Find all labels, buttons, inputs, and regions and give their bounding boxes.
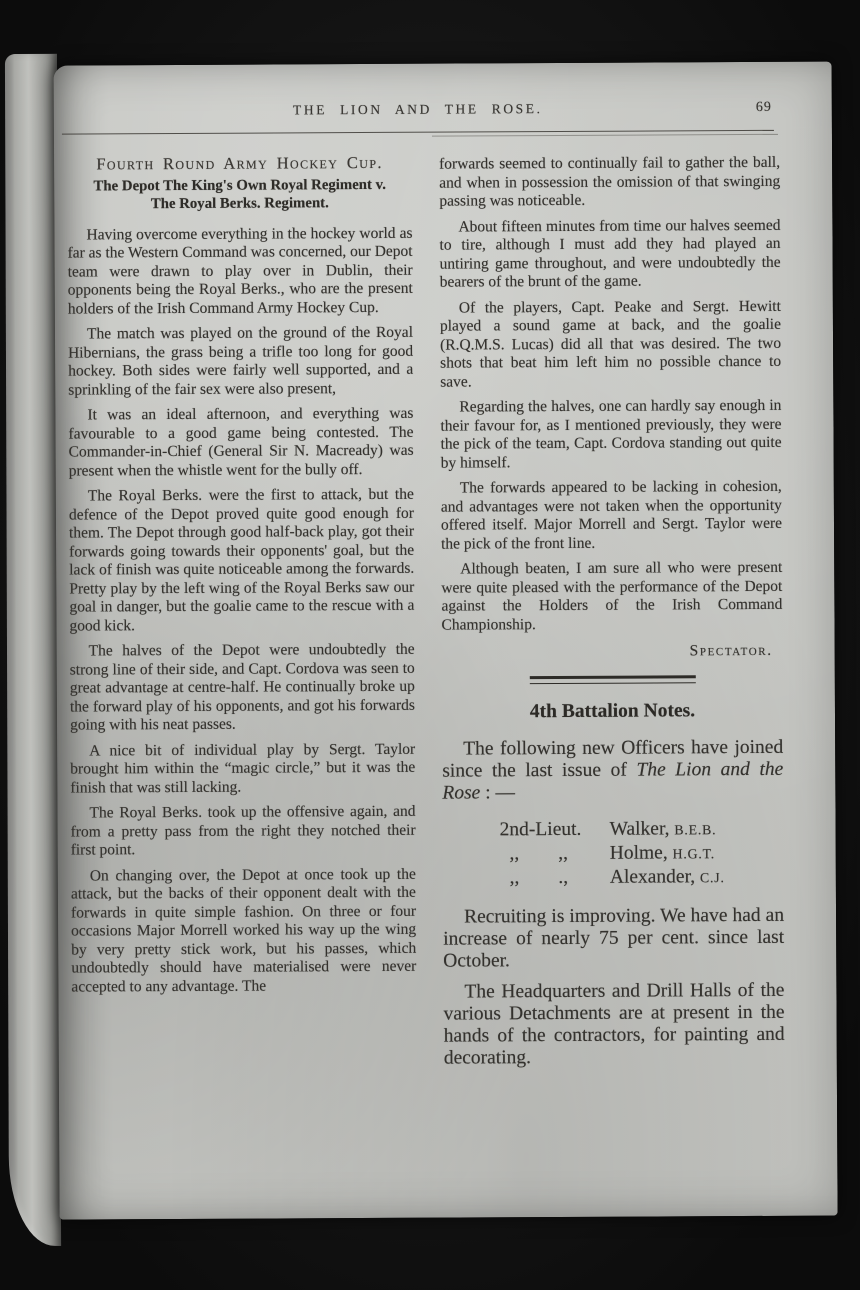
battalion-notes-section: [442, 699, 785, 1069]
paragraph: The Royal Berks. were the first to attack, but the defence of the Depot proved quite good enough for them. The Depot through good half-back play, got their forwards going towards their opponents' goal, but the lack of finish was quite noticeable among the forwards. Pretty play by the left wing of the Royal Berks saw our goal in danger, but the goalie came to the rescue with a good kick.: [68, 485, 415, 635]
paragraph: Although beaten, I am sure all who were present were quite pleased with the performance of the Depot against the Holders of the Irish Command Championship.: [441, 558, 783, 634]
paragraph: The Royal Berks. took up the offensive again, and from a pretty pass from the right they notched their first point.: [70, 802, 416, 859]
article-signature: Spectator.: [689, 641, 773, 660]
paragraph: The match was played on the ground of the Royal Hibernians, the grass being a trifle too long for good hockey. Both sides were fairly well supported, and a sprinkling of the fair sex were also present,: [68, 323, 414, 399]
officer-rank: ,, ,,: [499, 842, 569, 864]
intro-text: The following new Officers have joined since the last issue of: [442, 736, 784, 782]
article-subheading: [67, 175, 412, 213]
battalion-notes-intro: [442, 736, 783, 804]
article-subheading-line2: The Royal Berks. Regiment.: [150, 194, 329, 212]
paragraph: It was an ideal afternoon, and everything was favourable to a good game being contested. The Commander-in-Chief (General Sir N. Macready) was present when the whistle went for the bully off.: [68, 404, 414, 480]
paragraph: Regarding the halves, one can hardly say enough in their favour for, as I mentioned previously, they were the pick of the team, Capt. Cordova standing out quite by himself.: [440, 396, 782, 472]
officer-name: Holme,: [609, 841, 673, 864]
paragraph: Recruiting is improving. We have had an increase of nearly 75 per cent. since last October.: [443, 904, 785, 972]
running-head-title: THE LION AND THE ROSE.: [292, 101, 543, 118]
paragraph: On changing over, the Depot at once took up the attack, but the backs of their opponent dealt with the forwards in quite simple fashion. On three or four occasions Major Morrell worked his way up the wing by very pretty stick work, but his passes, which undoubtedly should have materialised were never accepted to any advantage. The: [70, 865, 417, 996]
right-column: [439, 154, 785, 1078]
officer-initials: B.E.B.: [674, 821, 717, 837]
officer-row: [500, 864, 784, 889]
officer-name: Walker,: [609, 817, 675, 840]
officer-row: [500, 840, 784, 865]
paragraph: A nice bit of individual play by Sergt. Taylor brought him within the “magic circle,” but it was the finish that was still lacking.: [70, 740, 416, 797]
officer-initials: C.J.: [699, 869, 725, 885]
section-divider-rule: [529, 675, 695, 684]
running-head: [62, 100, 774, 128]
scanned-page: [54, 62, 838, 1220]
book-page-edges: [5, 54, 61, 1246]
paragraph: About fifteen minutes from time our halves seemed to tire, although I must add they had played an untiring game throughout, and were undoubtedly the bearers of the brunt of the game.: [439, 216, 781, 291]
paragraph: The halves of the Depot were undoubtedly the strong line of their side, and Capt. Cordova was seen to great advantage at centre-half. He continually broke up the forward play of his opponents, and got his forwards going with his neat passes.: [69, 640, 415, 734]
officer-initials: H.G.T.: [672, 845, 716, 861]
article-heading: Fourth Round Army Hockey Cup.: [96, 152, 383, 174]
paragraph: Having overcome everything in the hockey world as far as the Western Command was concerned, our Depot team were drawn to play over in Dublin, their opponents being the Royal Berks., who are the present holders of the Irish Command Army Hockey Cup.: [67, 224, 413, 318]
paragraph: Of the players, Capt. Peake and Sergt. Hewitt played a sound game at back, and the goalie (R.Q.M.S. Lucas) did all that was desired. The two shots that beat him left him no possible chance to save.: [439, 297, 782, 391]
page-number: 69: [755, 99, 772, 115]
officer-name: Alexander,: [609, 865, 701, 888]
paragraph: The Headquarters and Drill Halls of the various Detachments are at present in the hands of the contractors, for painting and decorating.: [443, 979, 785, 1069]
paragraph: forwards seemed to continually fail to gather the ball, and when in possession the omission of that swinging passing was noticeable.: [439, 153, 781, 210]
officer-row: [500, 816, 784, 841]
intro-suffix: : —: [480, 781, 516, 803]
left-column: [67, 154, 416, 1004]
officer-rank: ,, .,: [499, 866, 569, 888]
header-rule: [62, 130, 774, 140]
paragraph: The forwards appeared to be lacking in cohesion, and advantages were not taken when the opportunity offered itself. Major Morrell and Sergt. Taylor were the pick of the front line.: [440, 477, 783, 553]
intro-italic-title: The Lion and the Rose: [442, 758, 784, 804]
battalion-notes-heading: 4th Battalion Notes.: [529, 699, 696, 722]
officer-rank: 2nd-Lieut.: [499, 818, 582, 840]
article-subheading-line1: The Depot The King's Own Royal Regiment v.: [93, 176, 386, 194]
officer-list: [500, 816, 784, 889]
